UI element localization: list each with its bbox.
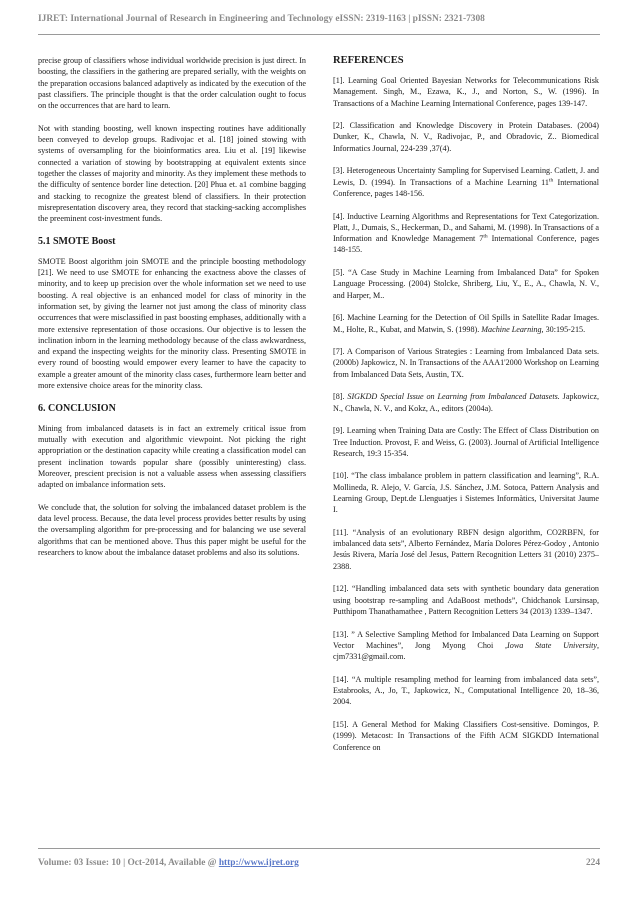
- footer-rule: [38, 848, 600, 849]
- reference-item: [12]. “Handling imbalanced data sets with synthetic boundary data generation using bootstrap re-sampling and AdaBoost methods”, Chidchanok Lursinsap, Putthipom Thanathamathee , Pattern Recognition Letters 34 (2013) 1339–1347.: [333, 584, 599, 616]
- reference-item: [15]. A General Method for Making Classifiers Cost-sensitive. Domingos, P. (1999). Metacost: In Transactions of the Fifth ACM SIGKDD International Conference on: [333, 719, 599, 752]
- reference-item: [9]. Learning when Training Data are Costly: The Effect of Class Distribution on Tree Induction. Provost, F. and Weiss, G. (2003). Journal of Artificial Intelligence Research, 19:3 15-354.: [333, 426, 599, 458]
- page-number: 224: [585, 858, 600, 868]
- reference-item: [333, 629, 599, 663]
- reference-item: [5]. “A Case Study in Machine Learning from Imbalanced Data” for Spoken Language Processing. (2004) Stolcke, Shriberg, Liu, Y., E., A., Chawla, N. V., and Harper, M..: [333, 268, 599, 300]
- reference-journal: SIGKDD Special Issue on Learning from Imbalanced Datasets.: [347, 392, 560, 402]
- right-column: [333, 55, 599, 753]
- superscript: th: [483, 233, 488, 240]
- reference-text: [13]. ” A Selective Sampling Method for Imbalanced Data Learning on Support Vector Machines”, Jong Myong Choi ,: [333, 629, 599, 650]
- reference-text: International Conference, pages 148-156.: [333, 177, 600, 198]
- superscript: th: [548, 176, 554, 183]
- journal-header: IJRET: International Journal of Research in Engineering and Technology eISSN: 2319-1163 | pISSN: 2321-7308: [38, 14, 485, 24]
- reference-item: [333, 312, 599, 335]
- reference-text: [6]. Machine Learning for the Detection of Oil Spills in Satellite Radar Images. M., Holte, R., Kubat, and Matwin, S. (1998).: [333, 313, 599, 334]
- reference-item: [2]. Classification and Knowledge Discovery in Protein Databases. (2004) Dunker, K., Chawla, N. V., Radivojac, P., and Obradovic, Z.. Biomedical Informatics Journal, 224-239 ,37(4).: [333, 121, 599, 153]
- reference-text: [8].: [333, 392, 348, 402]
- paragraph: SMOTE Boost algorithm join SMOTE and the principle boosting methodology [21]. We need to use SMOTE for enhancing the exactness above the classes of minority, and to keep up precision over the whole information set we need to use boosting. A real objective is an enhanced model for class of minority in the information set, by giving the learner not just among the class of minority class occurrences that were misclassified in past boosting emphases, additionally with a more extensive representation of those occasions. Our objective is to lessen the inclination inborn in the learning methodology because of the class awkwardness, and expand the inspecting weights for the minority class. Presenting SMOTE in every round of boosting would empower every learner to have the capacity to example a greater amount of the minority class cases, furthermore learn better and more extensive choice areas for the minority class.: [38, 256, 306, 391]
- reference-item: [333, 391, 599, 414]
- reference-item: [7]. A Comparison of Various Strategies : Learning from Imbalanced Data sets. (2000b) Japkowicz, N. In Transactions of the AAA1'2000 Workshop on Learning from Imbalanced Data Sets, Austin, TX.: [333, 347, 599, 379]
- reference-text: [3]. Heterogeneous Uncertainty Sampling for Supervised Learning. Catlett, J. and Lewis, D. (1994). In Transactions of a Machine Learning 11: [333, 166, 599, 187]
- footer-text: Volume: 03 Issue: 10 | Oct-2014, Available @: [38, 858, 219, 868]
- reference-text: International Conference, pages 148-155.: [333, 234, 600, 255]
- reference-text: Japkowicz, N., Chawla, N. V., and Kokz, A., editors (2004a).: [333, 392, 599, 413]
- page-footer: [38, 848, 600, 878]
- header-rule: [38, 34, 600, 35]
- reference-item: [333, 211, 599, 256]
- journal-website-link[interactable]: http://www.ijret.org: [218, 858, 299, 868]
- section-heading-smote-boost: 5.1 SMOTE Boost: [38, 235, 116, 247]
- paragraph: Mining from imbalanced datasets is in fact an extremely critical issue from mutually with execution and algorithmic viewpoint. Not picking the right appropriation or the destination capacity while creating a classification model can present inclination towards popular share (possibly uninteresting) class. Moreover, prescient precision is not a valuable assess when assessing classifiers adapted on imbalance information sets.: [38, 423, 306, 490]
- paragraph: precise group of classifiers whose individual worldwide precision is just direct. In boosting, the classifiers in the gathering are prepared serially, with the weights on the preparation occasions balanced adaptively as indicated by the execution of the past classifiers. The principle thought is that the order calculation ought to focus on the occurrences that are hard to learn.: [38, 56, 306, 111]
- footer-volume-info: [38, 858, 299, 868]
- left-column: [38, 55, 306, 558]
- section-heading-conclusion: 6. CONCLUSION: [38, 402, 116, 414]
- page-header: [38, 14, 600, 40]
- paragraph: Not with standing boosting, well known inspecting routines have additionally been conveyed to develop groups. Radivojac et al. [18] joined stowing with systems of oversampling for the bioinformatics area. Liu et al. [19] likewise connected a variation of stowing by bootstrapping at equivalent extents since together the classes of majority and minority. As they implement these methods to the difficulty of sentence border line detection. [20] Phua et. a1 combine bagging and stacking to recognize the greatest blend of classifiers. In their protection misrepresentation discovery area, they record that stacking-sacking accomplishes the preeminent cost-investment funds.: [38, 123, 306, 224]
- reference-text: , cjm7331@gmail.com.: [333, 640, 599, 662]
- reference-text: 30:195-215.: [543, 324, 586, 334]
- reference-affiliation: Iowa State University: [507, 640, 597, 650]
- reference-item: [1]. Learning Goal Oriented Bayesian Networks for Telecommunications Risk Management. Singh, M., Ezawa, K., J., and Norton, S., W. (1996). In Transactions of a Machine Learning International Conference, pages 139-147.: [333, 76, 599, 108]
- references-heading: REFERENCES: [333, 55, 404, 66]
- reference-text: [4]. Inductive Learning Algorithms and Representations for Text Categorization. Platt, J., Dumais, S., Heckerman, D., and Sahami, M. (1998). In Transactions of a Information and Knowledge Management 7: [333, 211, 599, 244]
- reference-item: [10]. “The class imbalance problem in pattern classification and learning”, R.A. Mollineda, R. Alejo, V. García, J.S. Sánchez, J.M. Sotoca, Pattern Analysis and Learning Group, Dept.de Llenguatjes i Sistemes Informàtics, Universitat Jaume I.: [333, 471, 599, 515]
- reference-item: [14]. “A multiple resampling method for learning from imbalanced data sets”, Estabrooks, A., Jo, T., Japkowicz, N., Computational Intelligence 20, 18–36, 2004.: [333, 674, 599, 707]
- reference-item: [11]. “Analysis of an evolutionary RBFN design algorithm, CO2RBFN, for imbalanced data sets”, Alberto Fernández, María Dolores Pérez-Godoy , Antonio Jesús Rivera, María José del Jesus, Pattern Recognition Letters 31 (2010) 2375–2388.: [333, 527, 599, 571]
- paragraph: We conclude that, the solution for solving the imbalanced dataset problem is the data level process. Because, the data level process provides better results by using the oversampling algorithm for pre-processing and for balancing we use several algorithms that can be mentioned above. Thus this paper might be useful for the researchers to know about the imbalance dataset problems and also its solutions.: [38, 502, 306, 557]
- reference-item: [333, 165, 599, 199]
- reference-journal: Machine Learning,: [481, 324, 544, 334]
